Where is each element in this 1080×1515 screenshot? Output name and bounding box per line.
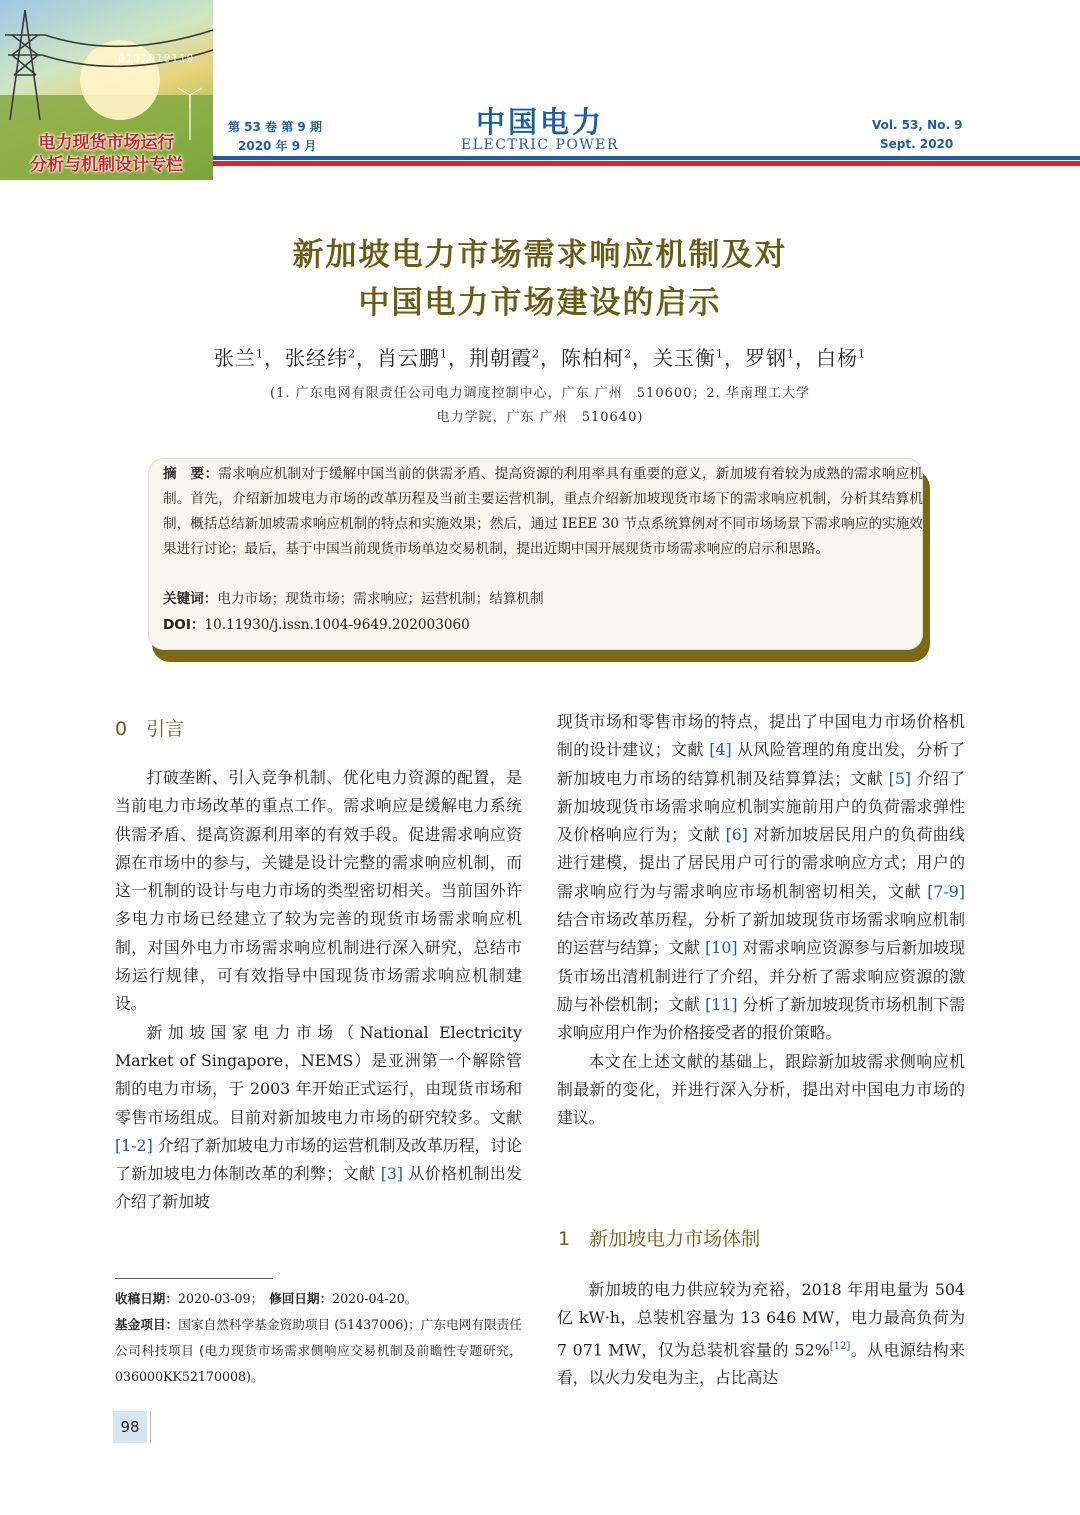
date-en: Sept. 2020	[880, 137, 954, 151]
citation-link[interactable]: [3]	[380, 1164, 404, 1184]
citation-link[interactable]: [6]	[725, 825, 748, 845]
header-rule-blue	[213, 156, 1080, 160]
author-name: 陈柏柯	[561, 346, 624, 370]
abstract-body: 需求响应机制对于缓解中国当前的供需矛盾、提高资源的利用率具有重要的意义，新加坡有着较为成熟的需求响应机制。首先，介绍新加坡电力市场的改革历程及当前主要运营机制，重点介绍新加坡现货市场下的需求响应机制，分析其结算机制，概括总结新加坡需求响应机制的特点和实施效果；然后，通过 IEEE 30 节点系统算例对不同市场场景下需求响应的实施效果进行讨论；最后，基于中国当前现货市场单边交易机制，提出近期中国开展现货市场需求响应的启示和思路。	[163, 466, 924, 557]
doi	[163, 613, 470, 633]
affiliation-line2: 电力学院，广东 广州 510640)	[436, 410, 644, 425]
author-affiliation-mark: 1	[256, 347, 264, 361]
abstract	[163, 462, 923, 562]
author-name: 荆朝霞	[469, 346, 532, 370]
author-affiliation-mark: 2	[624, 347, 632, 361]
keywords-list: 电力市场；现货市场；需求响应；运营机制；结算机制	[217, 591, 544, 607]
keywords-label: 关键词：	[163, 591, 218, 607]
article-title-line1: 新加坡电力市场需求响应机制及对	[292, 237, 788, 273]
paragraph: 打破垄断、引入竞争机制、优化电力资源的配置，是当前电力市场改革的重点工作。需求响应是缓解电力系统供需矛盾、提高资源利用率的有效手段。促进需求响应资源在市场中的参与，关键是设计完整的需求响应机制，而这一机制的设计与电力市场的类型密切相关。当前国外许多电力市场已经建立了较为完善的现货市场需求响应机制，对国外电力市场需求响应机制进行深入研究，总结市场运行规律，可有效指导中国现货市场需求响应机制建设。	[115, 768, 522, 1014]
citation-link[interactable]: [1-2]	[115, 1135, 153, 1155]
author-name: 肖云鹏	[377, 346, 440, 370]
paragraph: 新加坡的电力供应较为充裕，2018 年用电量为 504 亿 kW·h，总装机容量为 13 646 MW，电力最高负荷为 7 071 MW，仅为总装机容量的 52%[12]。从电源结构来看，以火力发电为主，占比高达	[557, 1280, 965, 1388]
received-dates: 收稿日期：2020-03-09； 修回日期：2020-04-20。	[115, 1291, 418, 1306]
section-heading-introduction: 0 引言	[115, 718, 185, 740]
citation-link[interactable]: [5]	[888, 768, 912, 788]
cover-binary-text: 0101010110	[118, 52, 195, 65]
author-name: 白杨	[816, 346, 858, 370]
author-affiliation-mark: 1	[787, 347, 795, 361]
author-name: 张经纬	[285, 346, 348, 370]
paragraph: 新加坡国家电力市场（National Electricity Market of Singapore，NEMS）是亚洲第一个解除管制的电力市场，于 2003 年开始正式运行，由现货市场和零售市场组成。目前对新加坡电力市场的研究较多。文献 [1-2] 介绍了新加坡电力市场的运营机制及改革历程，讨论了新加坡电力体制改革的利弊；文献 [3] 从价格机制出发介绍了新加坡	[115, 1022, 522, 1212]
page-number-divider	[150, 1411, 151, 1443]
author-separator: ，	[356, 346, 377, 370]
author-separator: ，	[795, 346, 816, 370]
doi-label: DOI：	[163, 617, 205, 633]
citation-link[interactable]: [11]	[705, 994, 738, 1014]
author-name: 张兰	[214, 346, 256, 370]
volume-issue-en: Vol. 53, No. 9	[872, 118, 963, 132]
page-number: 98	[120, 1418, 140, 1436]
citation-link[interactable]: [12]	[829, 1340, 851, 1352]
footnote-rule	[115, 1278, 273, 1279]
paragraph: 现货市场和零售市场的特点，提出了中国电力市场价格机制的设计建议；文献 [4] 从风险管理的角度出发，分析了新加坡电力市场的结算机制及结算算法；文献 [5] 介绍了新加坡现货市场需求响应机制实施前用户的负荷需求弹性及价格响应行为；文献 [6] 对新加坡居民用户的负荷曲线进行建模，提出了居民用户可行的需求响应方式；用户的需求响应行为与需求响应市场机制密切相关，文献 [7-9] 结合市场改革历程，分析了新加坡现货市场需求响应机制的运营与结算；文献 [10] 对需求响应资源参与后新加坡现货市场出清机制进行了介绍，并分析了需求响应资源的激励与补偿机制；文献 [11] 分析了新加坡现货市场机制下需求响应用户作为价格接受者的报价策略。	[557, 712, 965, 1043]
author-separator: ，	[264, 346, 285, 370]
author-affiliation-mark: 1	[858, 347, 866, 361]
citation-link[interactable]: [10]	[705, 938, 738, 958]
doi-link[interactable]: 10.11930/j.issn.1004-9649.202003060	[204, 617, 470, 633]
volume-issue-cn: 第 53 卷 第 9 期	[228, 120, 322, 134]
left-column-text	[115, 764, 522, 1217]
author-affiliation-mark: 1	[716, 347, 724, 361]
cover-column-title-line2: 分析与机制设计专栏	[30, 155, 183, 175]
fund-info: 基金项目：国家自然科学基金资助项目 (51437006)；广东电网有限责任公司科技项目 (电力现货市场需求侧响应交易机制及前瞻性专题研究，036000KK52170008)。	[115, 1317, 522, 1384]
section1-text	[557, 1276, 965, 1392]
right-column-text	[557, 708, 965, 1132]
author-list	[0, 342, 1080, 371]
paragraph: 本文在上述文献的基础上，跟踪新加坡需求侧响应机制最新的变化，并进行深入分析，提出对中国电力市场的建议。	[557, 1051, 965, 1128]
keywords	[163, 587, 544, 607]
author-separator: ，	[540, 346, 561, 370]
citation-link[interactable]: [7-9]	[927, 881, 965, 901]
author-separator: ，	[724, 346, 745, 370]
date-cn: 2020 年 9 月	[238, 139, 317, 153]
section-heading-singapore-market: 1 新加坡电力市场体制	[558, 1228, 761, 1250]
cover-thumbnail	[0, 0, 213, 180]
author-separator: ，	[632, 346, 653, 370]
article-title-line2: 中国电力市场建设的启示	[358, 285, 722, 321]
author-separator: ，	[448, 346, 469, 370]
author-name: 关玉衡	[653, 346, 716, 370]
footnote	[115, 1286, 522, 1390]
abstract-label: 摘 要：	[163, 466, 219, 482]
author-affiliation-mark: 2	[532, 347, 540, 361]
journal-name-cn: 中国电力	[475, 105, 604, 139]
affiliation-line1: (1. 广东电网有限责任公司电力调度控制中心，广东 广州 510600；2. 华南理工大学	[270, 386, 810, 401]
cover-column-title-line1: 电力现货市场运行	[38, 133, 175, 153]
header-rule-red	[213, 161, 1080, 166]
author-affiliation-mark: 1	[440, 347, 448, 361]
citation-link[interactable]: [4]	[709, 740, 732, 760]
journal-name-en: ELECTRIC POWER	[460, 137, 620, 153]
author-name: 罗钢	[745, 346, 787, 370]
author-affiliation-mark: 2	[348, 347, 356, 361]
